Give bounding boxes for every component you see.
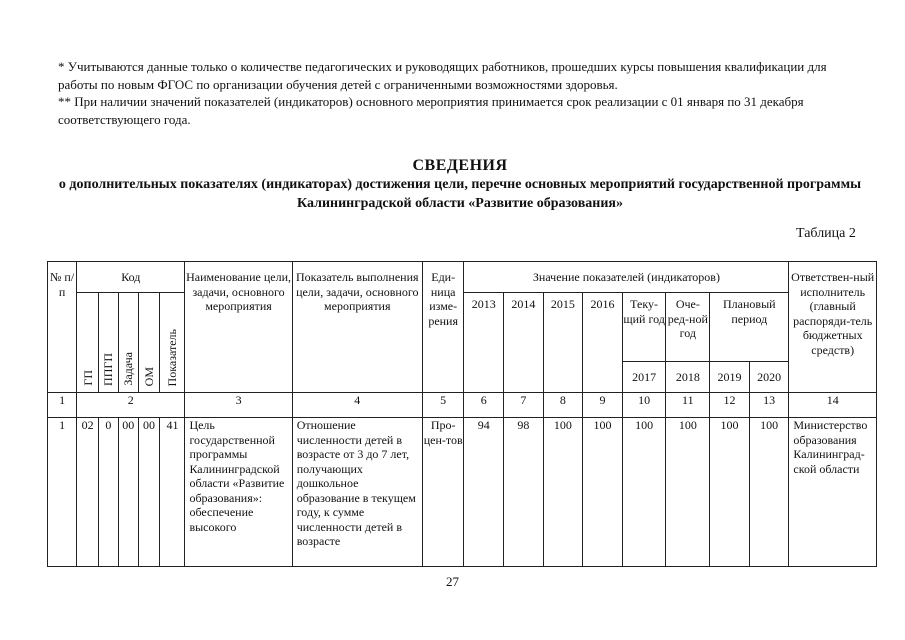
doc-title: СВЕДЕНИЯ bbox=[412, 157, 508, 174]
col-number: 14 bbox=[789, 393, 877, 418]
col-number: 5 bbox=[422, 393, 464, 418]
row-indicator: Отношение численности детей в возрасте от 3 до 7 лет, получающих дошкольное образование в текущем году, к сумме численности детей в возрасте bbox=[292, 418, 422, 567]
header-code-task: Задача bbox=[118, 293, 138, 393]
header-year-2013: 2013 bbox=[464, 293, 504, 393]
header-values: Значение показателей (индикаторов) bbox=[464, 262, 789, 293]
row-name: Цель государственной программы Калининградской области «Развитие образования»: обеспечение высокого bbox=[185, 418, 292, 567]
footnote-1: * Учитываются данные только о количестве педагогических и руководящих работников, прошедших курсы повышения квалификации для работы по новым ФГОС по организации обучения детей с ограниченными возможностями здоровья. bbox=[58, 59, 827, 92]
header-code-gp: ГП bbox=[77, 293, 99, 393]
page-number: 27 bbox=[446, 574, 459, 589]
row-num: 1 bbox=[48, 418, 77, 567]
col-number: 7 bbox=[504, 393, 544, 418]
header-code-indicator: Показатель bbox=[160, 293, 185, 393]
table-label: Таблица 2 bbox=[796, 226, 856, 241]
col-number: 2 bbox=[77, 393, 185, 418]
header-year-2017: 2017 bbox=[622, 362, 666, 393]
table-row bbox=[48, 418, 877, 567]
col-number: 3 bbox=[185, 393, 292, 418]
row-value-2014: 98 bbox=[504, 418, 544, 567]
header-code: Код bbox=[77, 262, 185, 293]
col-number: 10 bbox=[622, 393, 666, 418]
footnotes bbox=[58, 58, 858, 128]
header-code-ppgp: ППГП bbox=[99, 293, 119, 393]
header-code-om: ОМ bbox=[138, 293, 160, 393]
col-number: 8 bbox=[543, 393, 583, 418]
col-number: 9 bbox=[583, 393, 623, 418]
header-year-2019: 2019 bbox=[710, 362, 750, 393]
header-year-2015: 2015 bbox=[543, 293, 583, 393]
header-indicator: Показатель выполнения цели, задачи, основного мероприятия bbox=[292, 262, 422, 393]
row-value-2015: 100 bbox=[543, 418, 583, 567]
header-year-2016: 2016 bbox=[583, 293, 623, 393]
row-code-ppgp: 0 bbox=[99, 418, 119, 567]
row-value-2017: 100 bbox=[622, 418, 666, 567]
header-num: № п/п bbox=[48, 262, 77, 393]
row-code-task: 00 bbox=[118, 418, 138, 567]
row-unit: Про-цен-тов bbox=[422, 418, 464, 567]
row-code-gp: 02 bbox=[77, 418, 99, 567]
row-value-2019: 100 bbox=[710, 418, 750, 567]
row-value-2013: 94 bbox=[464, 418, 504, 567]
header-planned: Плановый период bbox=[710, 293, 789, 362]
row-value-2020: 100 bbox=[749, 418, 789, 567]
doc-subtitle: о дополнительных показателях (индикаторах) достижения цели, перечне основных мероприятий государственной программы Калининградской области «Развитие образования» bbox=[58, 177, 862, 211]
header-year-2014: 2014 bbox=[504, 293, 544, 393]
row-code-om: 00 bbox=[138, 418, 160, 567]
row-value-2016: 100 bbox=[583, 418, 623, 567]
header-current: Теку-щий год bbox=[622, 293, 666, 362]
row-responsible: Министерство образования Калининград-ской области bbox=[789, 418, 877, 567]
header-name: Наименование цели, задачи, основного мероприятия bbox=[185, 262, 292, 393]
footnote-2: ** При наличии значений показателей (индикаторов) основного мероприятия принимается срок реализации с 01 января по 31 декабря соответствующего года. bbox=[58, 94, 804, 127]
col-number: 13 bbox=[749, 393, 789, 418]
col-number: 11 bbox=[666, 393, 710, 418]
header-unit: Еди-ница изме-рения bbox=[422, 262, 464, 393]
col-number: 4 bbox=[292, 393, 422, 418]
header-responsible: Ответствен-ный исполнитель (главный распоряди-тель бюджетных средств) bbox=[789, 262, 877, 393]
col-number: 6 bbox=[464, 393, 504, 418]
header-next: Оче-ред-ной год bbox=[666, 293, 710, 362]
col-number: 12 bbox=[710, 393, 750, 418]
header-year-2018: 2018 bbox=[666, 362, 710, 393]
header-year-2020: 2020 bbox=[749, 362, 789, 393]
indicators-table bbox=[47, 261, 877, 567]
col-number: 1 bbox=[48, 393, 77, 418]
row-value-2018: 100 bbox=[666, 418, 710, 567]
row-code-indicator: 41 bbox=[160, 418, 185, 567]
